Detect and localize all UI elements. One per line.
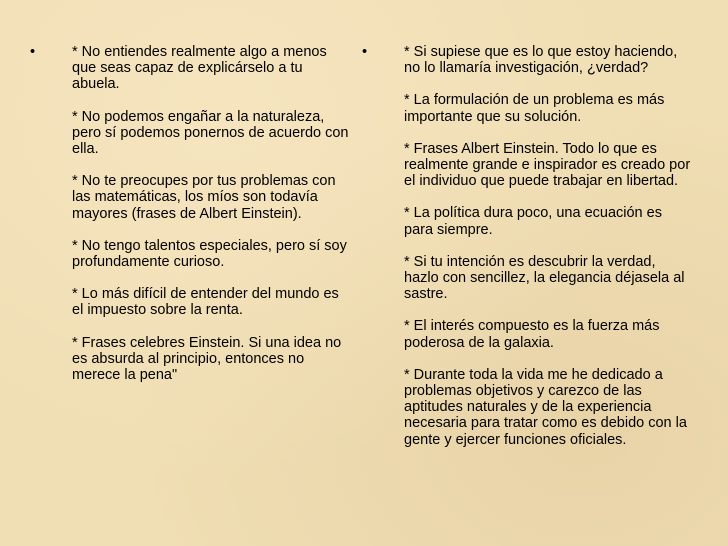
left-bullet-item (30, 44, 352, 383)
quote-paragraph: * La política dura poco, una ecuación es para siempre. (404, 205, 662, 238)
right-column (362, 44, 692, 448)
quote-paragraph: * Lo más difícil de entender del mundo es el impuesto sobre la renta. (72, 286, 339, 319)
bullet-dot-icon: • (362, 44, 368, 60)
quote-paragraph: * Frases Albert Einstein. Todo lo que es realmente grande e inspirador es creado por el individuo que puede trabajar en libertad. (404, 140, 691, 190)
quote-paragraph: * No podemos engañar a la naturaleza, pero sí podemos ponernos de acuerdo con ella. (72, 108, 349, 158)
quote-paragraph: * Si supiese que es lo que estoy haciendo, no lo llamaría investigación, ¿verdad? (404, 44, 678, 77)
left-column (30, 44, 352, 383)
quote-paragraph: * No te preocupes por tus problemas con las matemáticas, los míos son todavía mayores (frases de Albert Einstein). (72, 173, 336, 222)
right-bullet-text (404, 44, 692, 448)
quote-paragraph: * No tengo talentos especiales, pero sí soy profundamente curioso. (72, 237, 347, 271)
quote-paragraph: * Durante toda la vida me he dedicado a problemas objetivos y carezco de las aptitudes naturales y de la experiencia necesaria para tratar como es debido con la gente y ejercer funciones oficiales. (404, 366, 687, 448)
left-bullet-text (72, 44, 352, 383)
quote-paragraph: * Frases celebres Einstein. Si una idea no es absurda al principio, entonces no merece la pena" (72, 334, 342, 384)
quote-paragraph: * Si tu intención es descubrir la verdad, hazlo con sencillez, la elegancia déjasela al sastre. (404, 253, 685, 303)
bullet-dot-icon: • (30, 44, 36, 60)
quote-paragraph: * No entiendes realmente algo a menos que seas capaz de explicárselo a tu abuela. (72, 44, 327, 93)
right-bullet-item (362, 44, 692, 448)
quote-paragraph: * El interés compuesto es la fuerza más poderosa de la galaxia. (404, 318, 660, 351)
quote-paragraph: * La formulación de un problema es más importante que su solución. (404, 92, 665, 125)
